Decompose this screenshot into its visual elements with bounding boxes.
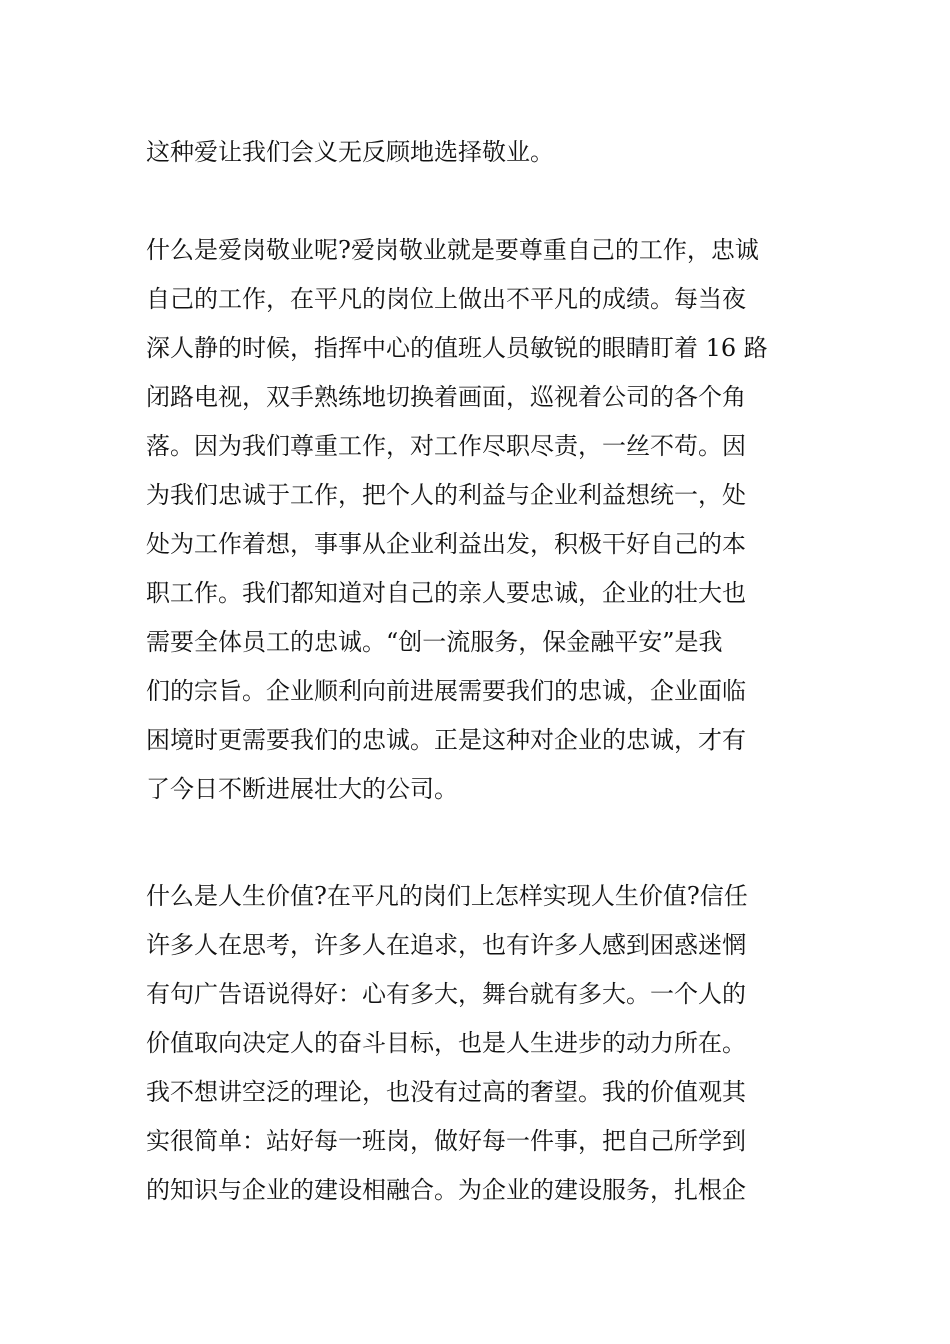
text-line: 们的宗旨。企业顺利向前进展需要我们的忠诚，企业面临 [146, 677, 746, 705]
text-line: 的知识与企业的建设相融合。为企业的建设服务，扎根企 [146, 1176, 746, 1204]
text-line: 这种爱让我们会义无反顾地选择敬业。 [146, 138, 554, 166]
text-line: 落。因为我们尊重工作，对工作尽职尽责，一丝不苟。因 [146, 432, 746, 460]
text-line: 有句广告语说得好：心有多大，舞台就有多大。一个人的 [146, 980, 746, 1008]
text-line: 了今日不断进展壮大的公司。 [146, 775, 458, 803]
text-line: 我不想讲空泛的理论，也没有过高的奢望。我的价值观其 [146, 1078, 746, 1106]
text-line: 许多人在思考，许多人在追求，也有许多人感到困惑迷惘 [146, 931, 746, 959]
text-line: 职工作。我们都知道对自己的亲人要忠诚，企业的壮大也 [146, 579, 746, 607]
text-line: 闭路电视，双手熟练地切换着画面，巡视着公司的各个角 [146, 383, 746, 411]
text-line: 困境时更需要我们的忠诚。正是这种对企业的忠诚，才有 [146, 726, 746, 754]
text-line: 实很简单：站好每一班岗，做好每一件事，把自己所学到 [146, 1127, 746, 1155]
text-line: 需要全体员工的忠诚。“创一流服务，保金融平安”是我 [146, 628, 723, 656]
text-line: 处为工作着想，事事从企业利益出发，积极干好自己的本 [146, 530, 746, 558]
text-line: 什么是人生价值?在平凡的岗们上怎样实现人生价值?信任 [146, 882, 748, 910]
text-line: 为我们忠诚于工作，把个人的利益与企业利益想统一，处 [146, 481, 746, 509]
text-line: 深人静的时候，指挥中心的值班人员敏锐的眼睛盯着 16 路 [146, 334, 768, 362]
paragraph-dedication [146, 226, 816, 814]
text-line: 自己的工作，在平凡的岗位上做出不平凡的成绩。每当夜 [146, 285, 746, 313]
paragraph-intro [146, 128, 816, 177]
paragraph-life-value [146, 872, 816, 1215]
text-line: 什么是爱岗敬业呢?爱岗敬业就是要尊重自己的工作，忠诚 [146, 236, 759, 264]
text-line: 价值取向决定人的奋斗目标，也是人生进步的动力所在。 [146, 1029, 746, 1057]
